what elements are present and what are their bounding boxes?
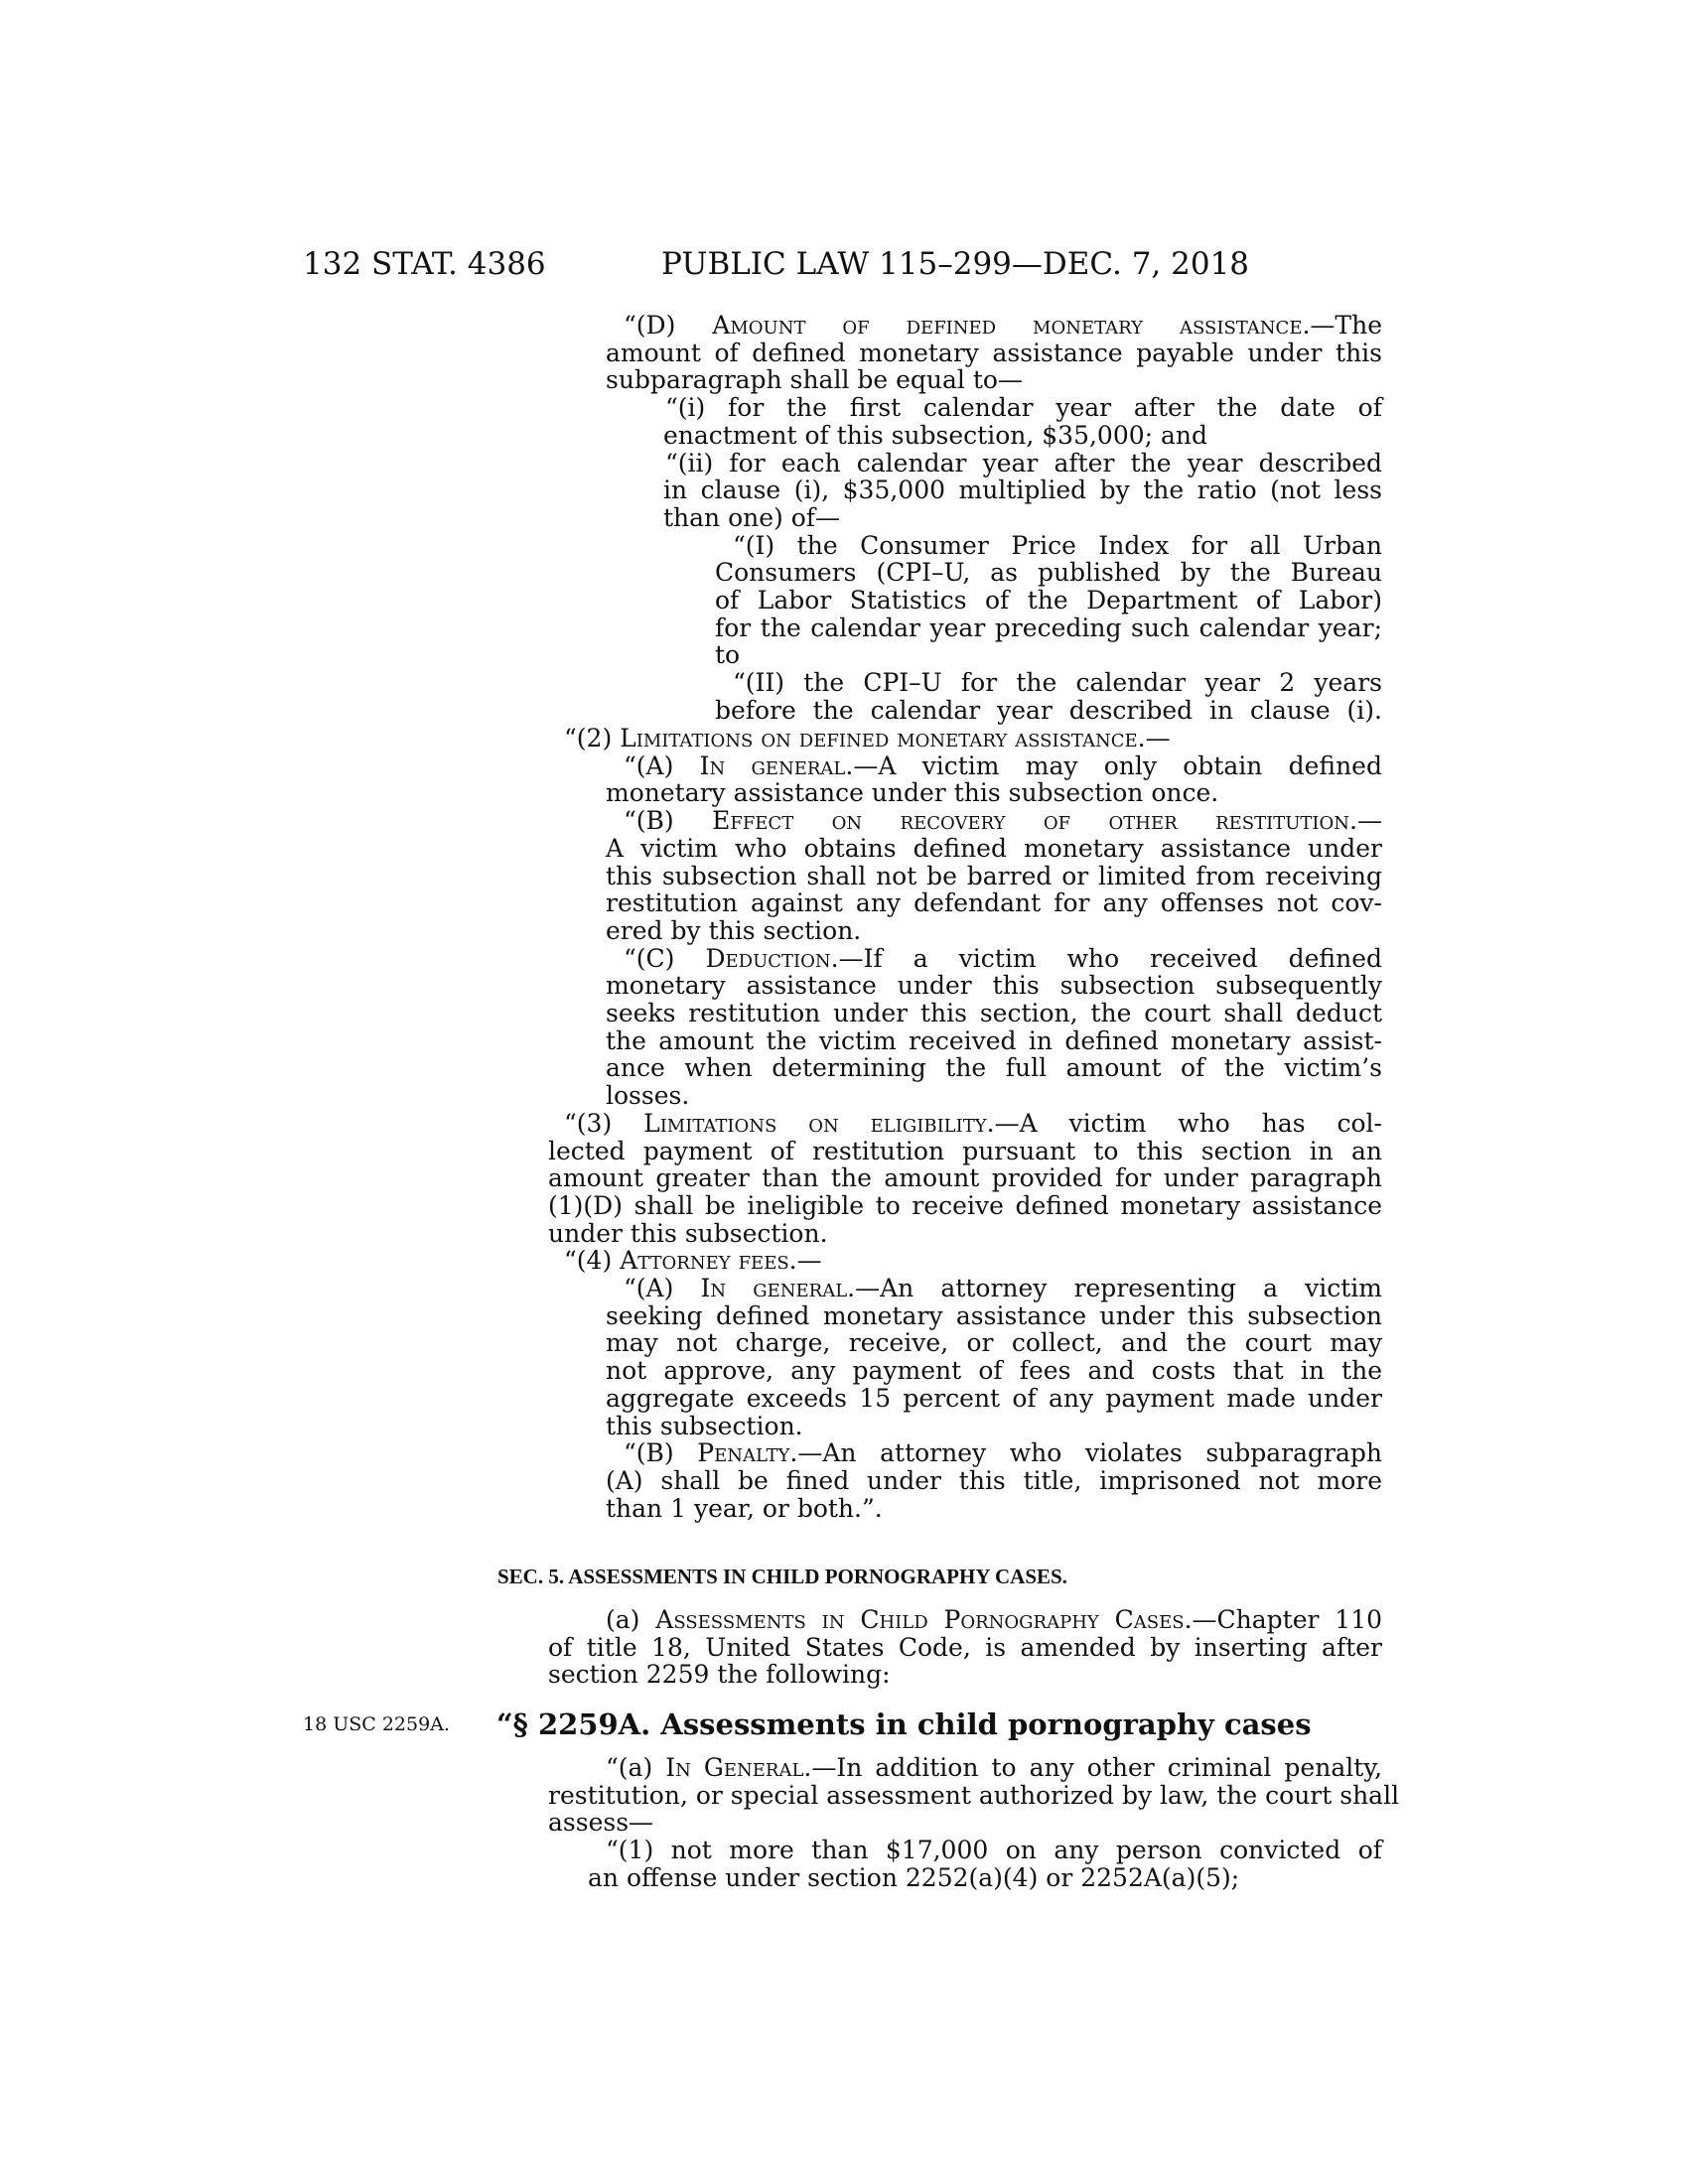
text-line: monetary assistance under this subsection subsequently: [606, 971, 1382, 1001]
stat-page-reference: 132 STAT. 4386: [303, 246, 546, 282]
subparagraph-d: [556, 312, 1382, 725]
text-line: “(4) Attorney fees.—: [564, 1246, 822, 1276]
text-line: this subsection.: [606, 1411, 803, 1440]
paragraphs-2-to-4: [548, 724, 1382, 1523]
section-5-subsection-a: [548, 1606, 1382, 1689]
text-line: may not charge, receive, or collect, and the court may: [606, 1328, 1382, 1358]
text-line: “(a) In General.—In addition to any other criminal penalty,: [606, 1753, 1383, 1782]
text-line: for the calendar year preceding such calendar year;: [715, 613, 1382, 642]
text-line: under this subsection.: [548, 1218, 828, 1248]
text-line: of Labor Statistics of the Department of Labor): [715, 586, 1382, 615]
text-line: “(A) In general.—A victim may only obtain defined: [624, 751, 1382, 780]
text-line: lected payment of restitution pursuant to this section in an: [548, 1136, 1382, 1165]
text-line: (A) shall be fined under this title, imprisoned not more: [606, 1465, 1382, 1495]
public-law-header: PUBLIC LAW 115–299—DEC. 7, 2018: [661, 246, 1250, 282]
text-line: this subsection shall not be barred or limited from receiving: [606, 861, 1382, 890]
text-line: enactment of this subsection, $35,000; and: [663, 420, 1208, 450]
text-line: (1)(D) shall be ineligible to receive defined monetary assistance: [548, 1190, 1382, 1220]
text-line: the amount the victim received in defined monetary assist-: [606, 1025, 1382, 1055]
margin-citation: 18 USC 2259A.: [303, 1713, 450, 1735]
text-line: “(A) In general.—An attorney representing a victim: [624, 1274, 1382, 1303]
text-line: assess—: [548, 1808, 654, 1838]
text-line: losses.: [606, 1081, 690, 1111]
text-line: “(3) Limitations on eligibility.—A victim who has col-: [564, 1108, 1382, 1138]
section-heading: SEC. 5. ASSESSMENTS IN CHILD PORNOGRAPHY CASES.: [497, 1565, 1067, 1588]
text-line: “(i) for the first calendar year after the date of: [665, 393, 1382, 423]
text-line: restitution against any defendant for any offenses not cov-: [606, 888, 1382, 918]
text-line: monetary assistance under this subsection once.: [606, 778, 1219, 808]
text-line: than 1 year, or both.”.: [606, 1493, 883, 1523]
text-line: A victim who obtains defined monetary assistance under: [606, 833, 1382, 863]
text-line: “(I) the Consumer Price Index for all Urban: [733, 530, 1382, 560]
text-line: subparagraph shall be equal to—: [606, 365, 1023, 395]
text-line: seeks restitution under this section, the court shall deduct: [606, 999, 1382, 1028]
text-line: amount of defined monetary assistance payable under this: [606, 338, 1382, 367]
text-line: seeking defined monetary assistance under this subsection: [606, 1300, 1382, 1330]
text-line: “(ii) for each calendar year after the year described: [665, 448, 1382, 478]
text-line: aggregate exceeds 15 percent of any payment made under: [606, 1383, 1382, 1413]
text-line: before the calendar year described in clause (i).: [715, 695, 1382, 725]
text-line: “(C) Deduction.—If a victim who received defined: [624, 943, 1382, 973]
text-line: restitution, or special assessment authorized by law, the court shall: [548, 1780, 1400, 1810]
text-line: to: [715, 640, 741, 670]
text-line: in clause (i), $35,000 multiplied by the ratio (not less: [663, 476, 1382, 505]
text-line: of title 18, United States Code, is amended by inserting after: [548, 1632, 1382, 1662]
text-line: “(B) Penalty.—An attorney who violates subparagraph: [624, 1438, 1382, 1468]
text-line: not approve, any payment of fees and costs that in the: [606, 1356, 1382, 1386]
text-line: (a) Assessments in Child Pornography Cases.—Chapter 110: [606, 1605, 1383, 1634]
text-line: “(B) Effect on recovery of other restitution.—: [624, 806, 1382, 836]
text-line: “(D) Amount of defined monetary assistance.—The: [624, 311, 1382, 340]
text-line: amount greater than the amount provided for under paragraph: [548, 1163, 1382, 1193]
text-line: Consumers (CPI–U, as published by the Bureau: [715, 558, 1382, 588]
text-line: “(1) not more than $17,000 on any person convicted of: [606, 1836, 1382, 1865]
text-line: than one) of—: [663, 502, 841, 532]
new-section-title: “§ 2259A. Assessments in child pornography cases: [496, 1707, 1312, 1741]
text-line: ered by this section.: [606, 915, 862, 945]
text-line: section 2259 the following:: [548, 1660, 891, 1690]
text-line: “(II) the CPI–U for the calendar year 2 years: [733, 668, 1382, 698]
text-line: “(2) Limitations on defined monetary assistance.—: [564, 724, 1171, 752]
text-line: an offense under section 2252(a)(4) or 2252A(a)(5);: [588, 1862, 1240, 1892]
new-section-subsection-a: [548, 1753, 1400, 1892]
text-line: ance when determining the full amount of the victim’s: [606, 1053, 1382, 1083]
